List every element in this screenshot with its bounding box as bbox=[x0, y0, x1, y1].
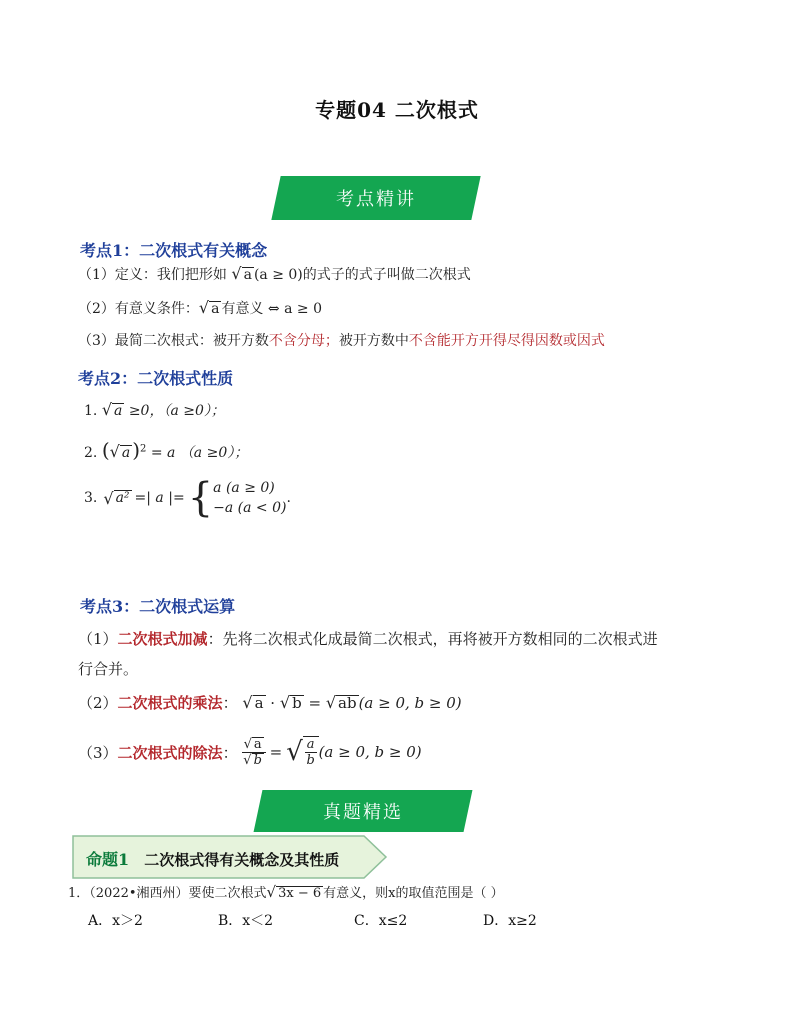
numerator: a bbox=[306, 737, 315, 752]
item-number: 2. bbox=[84, 445, 98, 461]
line-text: ： bbox=[222, 743, 238, 762]
sqrt-symbol: √ bbox=[242, 693, 253, 712]
fraction-a-over-b bbox=[303, 736, 319, 768]
highlight-text: 二次根式的乘法 bbox=[117, 694, 223, 712]
kaodian3-line1 bbox=[78, 628, 658, 649]
property-1 bbox=[84, 400, 225, 420]
sqrt-symbol: √ bbox=[231, 264, 242, 283]
section-banner-label: 考点精讲 bbox=[336, 189, 416, 210]
denominator: b bbox=[306, 753, 315, 768]
condition: (a ≥ 0, b ≥ 0) bbox=[358, 694, 462, 712]
line-text: （2） bbox=[78, 694, 118, 712]
kaodian3-line3 bbox=[78, 736, 422, 768]
fraction-sqrt-over-sqrt bbox=[242, 737, 266, 768]
sqrt-symbol: √ bbox=[103, 488, 114, 508]
property-text: = a （a ≥0）； bbox=[150, 445, 249, 461]
section-banner-kaodian bbox=[271, 176, 480, 220]
sqrt-symbol: √ bbox=[266, 883, 277, 901]
line-text: （2）有意义条件： bbox=[78, 301, 199, 317]
kaodian1-line3 bbox=[78, 330, 605, 350]
kaodian1-line2 bbox=[78, 298, 322, 318]
dot-operator: · bbox=[270, 694, 276, 712]
line-text: （1） bbox=[78, 630, 118, 648]
paren-open: ( bbox=[101, 438, 110, 462]
piecewise-cases bbox=[213, 478, 286, 518]
kaodian3-line2 bbox=[78, 692, 462, 713]
case-line: −a (a < 0) bbox=[213, 500, 287, 516]
condition: (a ≥ 0, b ≥ 0) bbox=[318, 743, 422, 761]
kaodian2-heading: 考点2：二次根式性质 bbox=[78, 369, 234, 388]
highlight-text: 不含能开方开得尽得因数或因式 bbox=[408, 333, 605, 349]
property-2 bbox=[84, 438, 248, 462]
radicand: 3x − 6 bbox=[278, 886, 322, 901]
sqrt-symbol: √ bbox=[198, 298, 210, 317]
line-text: （3）最简二次根式： bbox=[78, 333, 213, 349]
kaodian1-heading: 考点1：二次根式有关概念 bbox=[80, 241, 268, 260]
highlight-text: 二次根式加减 bbox=[117, 630, 208, 648]
item-number: 1. bbox=[84, 403, 98, 419]
section-banner-label: 真题精选 bbox=[323, 802, 403, 823]
radicand: a bbox=[114, 403, 123, 419]
question-1-stem bbox=[68, 882, 504, 901]
question-text: 有意义，则x的取值范围是（ ） bbox=[323, 886, 504, 901]
sqrt-symbol: √ bbox=[109, 442, 120, 461]
line-text: 有意义 ⇔ a ≥ 0 bbox=[221, 301, 322, 317]
option-d: D．x≥2 bbox=[483, 913, 537, 929]
sqrt-symbol: √ bbox=[325, 693, 337, 712]
line-text: （1）定义：我们把形如 bbox=[78, 267, 227, 283]
line-text: ：先将二次根式化成最简二次根式，再将被开方数相同的二次根式进 bbox=[207, 630, 658, 648]
option-b: B．x＜2 bbox=[218, 913, 274, 929]
radicand: a bbox=[121, 445, 131, 461]
condition: (a ≥ 0) bbox=[253, 267, 303, 283]
question-text: 1．（2022•湘西州）要使二次根式 bbox=[68, 886, 267, 901]
proposition-text: 二次根式得有关概念及其性质 bbox=[144, 851, 340, 869]
kaodian3-line1-cont: 行合并。 bbox=[78, 660, 139, 678]
kaodian1-line1 bbox=[78, 264, 471, 284]
sqrt-symbol: √ bbox=[286, 737, 303, 767]
line-text: ： bbox=[222, 694, 238, 712]
sqrt-symbol: √ bbox=[101, 400, 113, 419]
radicand: a² bbox=[115, 490, 130, 507]
line-text: 被开方数 bbox=[212, 333, 269, 349]
radicand: a bbox=[254, 694, 264, 712]
exponent: 2 bbox=[140, 443, 147, 455]
denominator: √ b bbox=[243, 752, 262, 768]
proposition-label: 命题1 bbox=[86, 850, 130, 869]
property-3 bbox=[84, 475, 291, 521]
proposition-label-row bbox=[86, 847, 339, 870]
highlight-text: 二次根式的除法 bbox=[117, 743, 223, 762]
option-c: C．x≤2 bbox=[354, 913, 408, 929]
page-title: 专题04 二次根式 bbox=[315, 98, 479, 122]
line-text: （3） bbox=[78, 743, 118, 762]
paren-close: ) bbox=[132, 438, 140, 462]
brace-symbol: { bbox=[187, 475, 214, 521]
period: . bbox=[286, 490, 291, 506]
highlight-text: 不含分母； bbox=[268, 333, 339, 349]
radicand: a bbox=[243, 267, 252, 283]
radicand: b bbox=[292, 694, 302, 712]
radicand: ab bbox=[338, 694, 357, 712]
item-number: 3. bbox=[84, 490, 98, 506]
radicand: a bbox=[211, 301, 220, 317]
equals-sign: = bbox=[269, 743, 283, 761]
option-a: A．x＞2 bbox=[88, 913, 143, 929]
case-line: a (a ≥ 0) bbox=[213, 480, 275, 496]
line-text: 被开方数中 bbox=[338, 333, 409, 349]
kaodian3-heading: 考点3：二次根式运算 bbox=[80, 597, 236, 616]
numerator: √ a bbox=[242, 737, 266, 753]
line-text: 的式子的式子叫做二次根式 bbox=[302, 267, 471, 283]
equals-sign: = bbox=[308, 694, 322, 712]
property-text: =| a |= bbox=[134, 490, 185, 506]
property-text: ≥0，（a ≥0）； bbox=[128, 403, 225, 419]
section-banner-zhenti bbox=[254, 790, 473, 832]
sqrt-symbol: √ bbox=[279, 693, 291, 712]
